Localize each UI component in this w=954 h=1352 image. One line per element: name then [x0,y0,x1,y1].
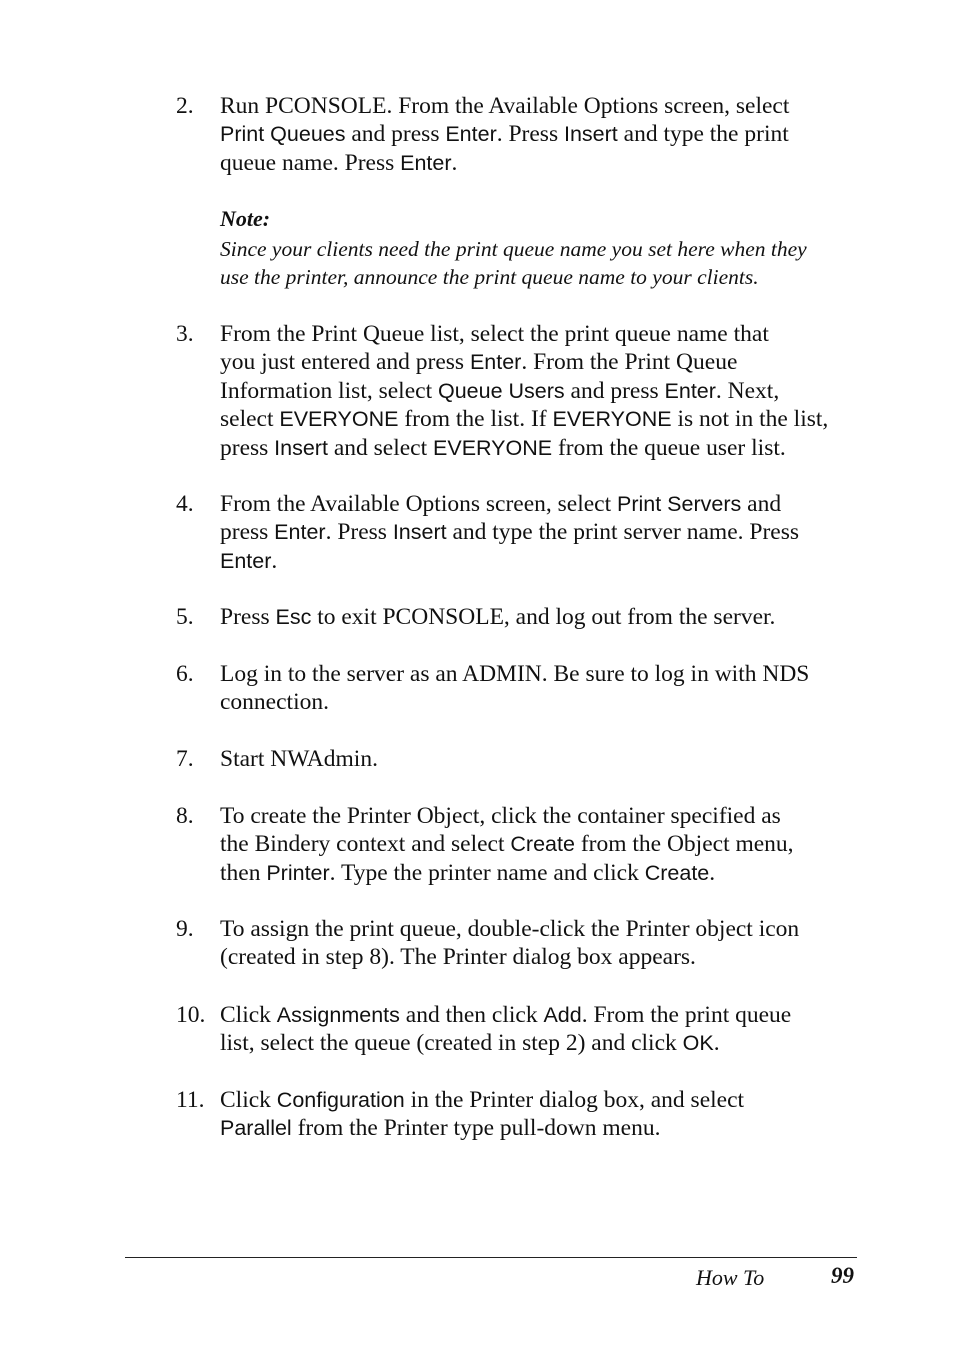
text-run: . Type the printer name and click [329,859,645,886]
text-run: press [220,519,275,546]
step-line [220,490,860,518]
text-run: . [709,859,716,886]
step-line [220,518,860,546]
step-number: 10. [176,1002,206,1028]
text-run: . Press [325,519,393,546]
step-line [220,915,860,943]
text-run: and type the print [617,121,789,148]
text-run: from the Object menu, [574,831,794,858]
page-number: 99 [831,1263,854,1288]
text-run: To create the Printer Object, click the container specified as [220,803,781,829]
text-run: and then click [399,1002,544,1028]
note-line: Since your clients need the print queue name you set here when they [220,237,807,261]
step-line [220,660,860,688]
step-number: 9. [176,916,194,942]
text-run: the Bindery context and select [220,831,511,858]
ui-term: Add [543,1003,582,1027]
step-number: 7. [176,746,194,772]
step-line [220,603,860,631]
step-line [220,688,860,716]
text-run: . From the Print Queue [521,349,738,376]
ui-term: Create [510,832,575,857]
ui-term: Print Servers [617,492,742,516]
text-run: Start NWAdmin. [220,746,378,772]
step-line [220,1114,860,1142]
ui-term: Configuration [276,1088,405,1112]
text-run: Click [220,1002,277,1028]
ui-term: Create [644,860,710,885]
ui-term: Enter [469,350,522,375]
step-number: 2. [176,93,194,119]
ui-term: Enter [664,378,716,403]
text-run: from the queue user list. [552,434,786,461]
text-run: you just entered and press [220,349,470,376]
note-line: use the printer, announce the print queue name to your clients. [220,265,759,289]
footer-section-label: How To [696,1265,765,1290]
ui-term: Enter [445,122,497,147]
text-run: Information list, select [220,377,438,404]
text-run: and [741,491,782,517]
text-run: . [271,547,278,574]
ui-term: Print Queues [220,122,346,147]
ui-term: Enter [274,520,326,545]
ui-term: Printer [266,860,330,885]
text-run: in the Printer dialog box, and select [404,1087,745,1113]
step-number: 5. [176,604,194,630]
ui-term: Esc [275,605,312,629]
text-run: list, select the queue (created in step 2) and click [220,1030,683,1057]
text-run: press [220,434,275,461]
step-text [220,915,860,972]
text-run: To assign the print queue, double-click the Printer object icon [220,916,800,942]
step-line [220,120,860,148]
ui-term: Assignments [276,1003,400,1027]
step-number: 3. [176,321,194,347]
ui-term: Insert [563,122,618,147]
step-line [220,434,860,462]
step-line [220,745,860,773]
step-number: 8. [176,803,194,829]
text-run: From the Print Queue list, select the print queue name that [220,321,769,347]
text-run: . Next, [715,377,780,404]
step-line [220,802,860,830]
text-run: to exit PCONSOLE, and log out from the server. [311,604,776,630]
text-run: select [220,406,280,433]
step-line [220,92,860,120]
text-run: Run PCONSOLE. From the Available Options screen, select [220,93,790,119]
ui-term: EVERYONE [279,407,399,432]
note-text [220,235,807,291]
step-text [220,1001,860,1058]
ui-term: Enter [220,548,272,573]
text-run: then [220,859,267,886]
note-title: Note: [220,206,271,231]
step-line [220,149,860,177]
text-run: . Press [496,121,564,148]
step-text [220,802,860,887]
text-run: and select [327,434,434,461]
footer-rule [125,1257,857,1258]
text-run: is not in the list, [671,406,829,433]
ui-term: Insert [392,520,447,545]
step-text [220,490,860,575]
ui-term: Insert [274,435,328,460]
text-run: . [451,149,458,176]
ui-term: EVERYONE [552,407,672,432]
text-run: . From the print queue [581,1002,792,1028]
ui-term: Parallel [220,1116,292,1141]
text-run: Press [220,604,276,630]
step-line [220,1029,860,1057]
step-line [220,943,860,971]
step-text [220,745,860,773]
step-line [220,830,860,858]
text-run: Log in to the server as an ADMIN. Be sure to log in with NDS [220,661,810,687]
step-text [220,660,860,717]
step-line [220,348,860,376]
text-run: connection. [220,689,329,716]
ui-term: OK [682,1031,714,1056]
step-number: 4. [176,491,194,517]
step-line [220,859,860,887]
text-run: and press [345,121,446,148]
step-number: 6. [176,661,194,687]
step-line [220,377,860,405]
text-run: and type the print server name. Press [446,519,799,546]
text-run: queue name. Press [220,149,401,176]
step-line [220,405,860,433]
step-number: 11. [176,1087,205,1113]
ui-term: Queue Users [437,378,565,403]
step-line [220,1001,860,1029]
step-text [220,92,860,177]
ui-term: EVERYONE [433,435,553,460]
text-run: and press [564,377,665,404]
text-run: from the Printer type pull-down menu. [291,1115,661,1142]
step-text [220,603,860,631]
step-line [220,1086,860,1114]
text-run: From the Available Options screen, select [220,491,617,517]
step-line [220,547,860,575]
step-text [220,1086,860,1143]
step-line [220,320,860,348]
ui-term: Enter [400,150,452,175]
step-text [220,320,860,462]
text-run: Click [220,1087,277,1113]
text-run: from the list. If [398,406,553,433]
text-run: (created in step 8). The Printer dialog box appears. [220,944,696,971]
text-run: . [713,1030,720,1057]
